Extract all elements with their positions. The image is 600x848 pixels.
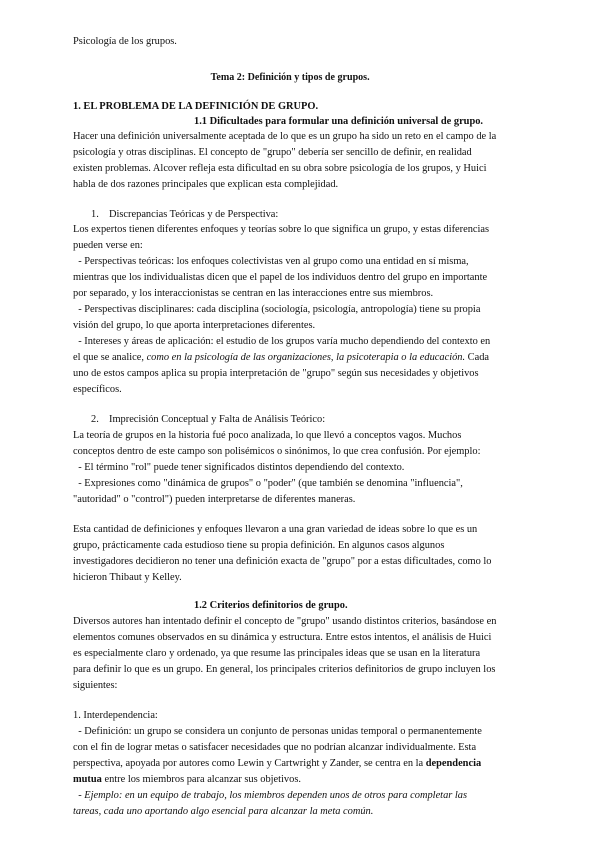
paragraph-line: elementos comunes observados en su dinámica y estructura. Entre estos intentos, el análisis de Huici — [73, 632, 492, 643]
paragraph-line: La teoría de grupos en la historia fué poco analizada, lo que llevó a conceptos vagos. Muchos — [73, 430, 462, 441]
paragraph-line: - Expresiones como "dinámica de grupos" o "poder" (que también se denomina "influencia", — [73, 478, 463, 489]
section-heading: 1. EL PROBLEMA DE LA DEFINICIÓN DE GRUPO. — [73, 101, 319, 112]
paragraph-line: es especialmente claro y ordenado, ya que resume las principales ideas que se usan en la literatura — [73, 648, 481, 659]
paragraph-line: con el fin de lograr metas o satisfacer necesidades que no podrían alcanzar individualmente. Esta — [73, 742, 477, 753]
paragraph-line: conceptos dentro de este campo son polisémicos o sinónimos, lo que crea confusión. Por ejemplo: — [73, 446, 481, 457]
paragraph-line: uno de estos campos aplica su propia interpretación de "grupo" según sus necesidades y objetivos — [73, 368, 479, 379]
paragraph-line: grupo, prácticamente cada estudioso tiene su propia definición. En algunos casos algunos — [73, 540, 445, 551]
paragraph-line: "autoridad" o "control") pueden interpretarse de diferentes maneras. — [73, 494, 356, 505]
text-run: el que se analice, — [73, 352, 147, 363]
subsection-heading: 1.1 Dificultades para formular una definición universal de grupo. — [194, 116, 484, 127]
paragraph-line — [73, 350, 489, 366]
paragraph-line: Esta cantidad de definiciones y enfoques llevaron a una gran variedad de ideas sobre lo que es un — [73, 524, 478, 535]
paragraph-line: Hacer una definición universalmente aceptada de lo que es un grupo ha sido un reto en el campo de la — [73, 131, 497, 142]
paragraph-line: visión del grupo, lo que aporta interpretaciones diferentes. — [73, 320, 316, 331]
text-run: entre los miembros para alcanzar sus objetivos. — [101, 774, 301, 785]
subsection-heading: 1.2 Criterios definitorios de grupo. — [194, 600, 348, 611]
paragraph-line: - El término "rol" puede tener significados distintos dependiendo del contexto. — [73, 462, 405, 473]
text-run: Cada — [465, 352, 490, 363]
paragraph-line: específicos. — [73, 384, 122, 395]
list-heading: 1. Interdependencia: — [73, 710, 158, 721]
paragraph-line: hicieron Thibaut y Kelley. — [73, 572, 182, 583]
paragraph-line — [73, 756, 481, 772]
paragraph-line: por separado, y los interaccionistas se centran en las interacciones entre sus miembros. — [73, 288, 434, 299]
paragraph-line: mientras que los individualistas dicen que el papel de los individuos dentro del grupo en importante — [73, 272, 488, 283]
example-line: - Ejemplo: en un equipo de trabajo, los miembros dependen unos de otros para completar las — [73, 790, 468, 801]
example-line: tareas, cada uno aportando algo esencial para alcanzar la meta común. — [73, 806, 374, 817]
text-run: perspectiva, apoyada por autores como Lewin y Cartwright y Zander, se centra en la — [73, 758, 426, 769]
paragraph-line: - Intereses y áreas de aplicación: el estudio de los grupos varía mucho dependiendo del contexto en — [73, 336, 491, 347]
paragraph-line: - Definición: un grupo se considera un conjunto de personas unidas temporal o permanentemente — [73, 726, 482, 737]
paragraph-line: existen problemas. Alcover refleja esta dificultad en su obra sobre psicología de los grupos, y Huici — [73, 163, 487, 174]
paragraph-line: investigadores decidieron no tener una definición exacta de "grupo" por a estas dificultades, como lo — [73, 556, 492, 567]
bold-text: dependencia — [425, 758, 482, 769]
paragraph-line: para definir lo que es un grupo. En general, los principales criterios definitorios de grupo incluyen los — [73, 664, 496, 675]
paragraph-line: psicología y otras disciplinas. El concepto de "grupo" debería ser sencillo de definir, en realidad — [73, 147, 472, 158]
paragraph-line: - Perspectivas disciplinares: cada disciplina (sociología, psicología, antropología) tiene su propia — [73, 304, 481, 315]
list-number: 2. — [91, 414, 99, 425]
list-heading: Discrepancias Teóricas y de Perspectiva: — [109, 209, 279, 220]
paragraph-line: siguientes: — [73, 680, 118, 691]
document-title: Tema 2: Definición y tipos de grupos. — [210, 72, 370, 83]
paragraph-line — [73, 772, 301, 788]
page-header: Psicología de los grupos. — [73, 36, 177, 47]
list-heading: Imprecisión Conceptual y Falta de Análisis Teórico: — [109, 414, 326, 425]
bold-text: mutua — [73, 774, 102, 785]
paragraph-line: habla de dos razones principales que explican esta complejidad. — [73, 179, 339, 190]
paragraph-line: Diversos autores han intentado definir el concepto de "grupo" usando distintos criterios, basándose en — [73, 616, 497, 627]
list-number: 1. — [91, 209, 99, 220]
paragraph-line: - Perspectivas teóricas: los enfoques colectivistas ven al grupo como una entidad en sí misma, — [73, 256, 469, 267]
paragraph-line: pueden verse en: — [73, 240, 143, 251]
paragraph-line: Los expertos tienen diferentes enfoques y teorías sobre lo que significa un grupo, y estas diferencias — [73, 224, 490, 235]
italic-text: como en la psicología de las organizaciones, la psicoterapia o la educación. — [146, 352, 466, 363]
